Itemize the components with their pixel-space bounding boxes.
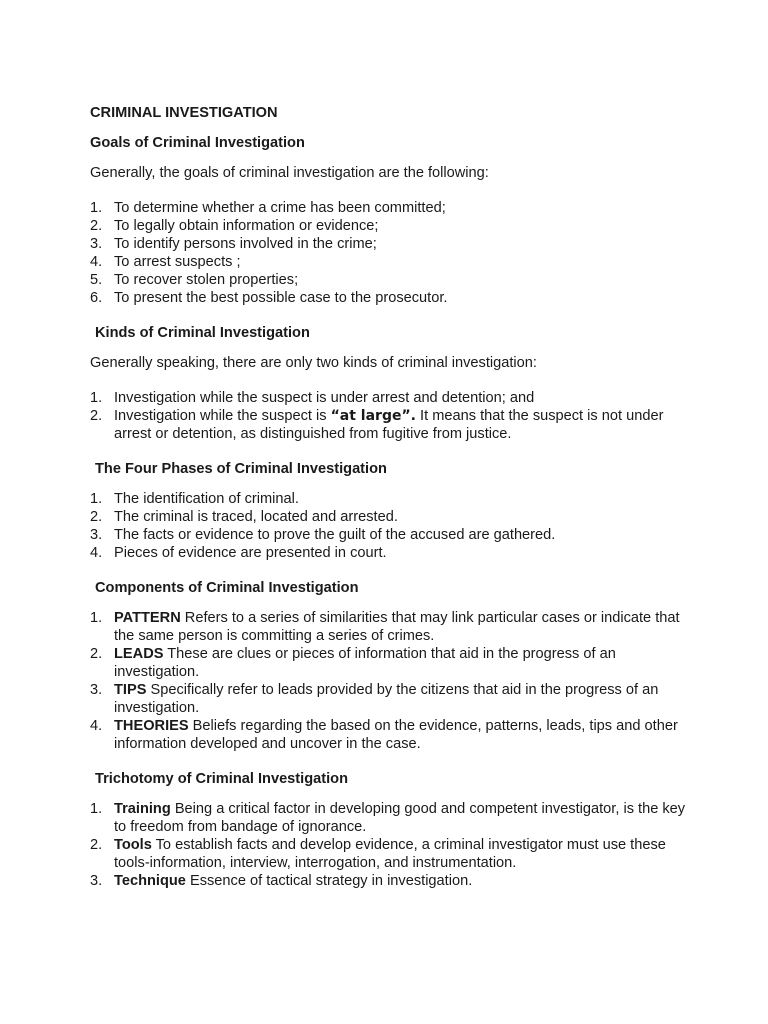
- list-item: [90, 199, 690, 217]
- kinds-list: [90, 389, 690, 443]
- list-number: 2.: [90, 509, 103, 525]
- list-number: 1.: [90, 491, 103, 507]
- list-text: Pieces of evidence are presented in court.: [114, 545, 387, 561]
- kinds-heading: Kinds of Criminal Investigation: [95, 325, 310, 341]
- phases-heading: The Four Phases of Criminal Investigation: [95, 461, 387, 477]
- list-number: 2.: [90, 218, 103, 234]
- list-text: These are clues or pieces of information that aid in the progress of an investigation.: [114, 646, 616, 680]
- list-number: 1.: [90, 200, 103, 216]
- list-text: Beliefs regarding the based on the evidence, patterns, leads, tips and other information developed and uncover in the case.: [114, 718, 678, 752]
- list-text: To present the best possible case to the prosecutor.: [114, 290, 448, 306]
- list-text: The facts or evidence to prove the guilt of the accused are gathered.: [114, 527, 556, 543]
- trichotomy-list: [90, 800, 690, 890]
- term-label: Tools: [114, 837, 152, 853]
- list-number: 2.: [90, 837, 103, 853]
- list-text: To determine whether a crime has been committed;: [114, 200, 446, 216]
- list-number: 1.: [90, 801, 103, 817]
- list-number: 3.: [90, 682, 103, 698]
- goals-list: [90, 199, 690, 307]
- list-item: [90, 389, 690, 407]
- list-text: To recover stolen properties;: [114, 272, 299, 288]
- list-item: [90, 717, 690, 753]
- list-text: To identify persons involved in the crime;: [114, 236, 377, 252]
- list-item: [90, 872, 690, 890]
- list-number: 4.: [90, 718, 103, 734]
- list-number: 3.: [90, 873, 103, 889]
- list-item: [90, 508, 690, 526]
- list-item: [90, 609, 690, 645]
- kinds-intro: Generally speaking, there are only two kinds of criminal investigation:: [90, 355, 537, 371]
- components-list: [90, 609, 690, 753]
- list-item: [90, 645, 690, 681]
- list-text: The criminal is traced, located and arrested.: [114, 509, 398, 525]
- list-number: 2.: [90, 408, 103, 424]
- term-label: LEADS: [114, 646, 164, 662]
- list-item: [90, 544, 690, 562]
- phases-list: [90, 490, 690, 562]
- list-text: To establish facts and develop evidence, a criminal investigator must use these tools-information, interview, interrogation, and instrumentation.: [114, 837, 666, 871]
- goals-intro: Generally, the goals of criminal investigation are the following:: [90, 165, 489, 181]
- list-number: 2.: [90, 646, 103, 662]
- list-text: Investigation while the suspect is under arrest and detention; and: [114, 390, 535, 406]
- list-number: 6.: [90, 290, 103, 306]
- list-item: [90, 526, 690, 544]
- list-item: [90, 253, 690, 271]
- term-label: Technique: [114, 873, 186, 889]
- list-item: [90, 490, 690, 508]
- list-number: 4.: [90, 545, 103, 561]
- list-text: It means that the suspect is not under arrest or detention, as distinguished from fugitive from justice.: [114, 408, 664, 442]
- list-item: [90, 217, 690, 235]
- list-item: [90, 271, 690, 289]
- list-number: 1.: [90, 390, 103, 406]
- list-item: [90, 681, 690, 717]
- list-text: Investigation while the suspect is: [114, 408, 331, 424]
- components-heading: Components of Criminal Investigation: [95, 580, 359, 596]
- list-text: Essence of tactical strategy in investigation.: [185, 873, 473, 889]
- term-label: PATTERN: [114, 610, 181, 626]
- list-item: [90, 407, 690, 443]
- list-number: 5.: [90, 272, 103, 288]
- goals-heading: Goals of Criminal Investigation: [90, 135, 305, 151]
- trichotomy-heading: Trichotomy of Criminal Investigation: [95, 771, 348, 787]
- list-text: The identification of criminal.: [114, 491, 299, 507]
- document-title: CRIMINAL INVESTIGATION: [90, 105, 278, 121]
- list-item: [90, 800, 690, 836]
- list-text: Refers to a series of similarities that may link particular cases or indicate that the same person is committing a series of crimes.: [114, 610, 680, 644]
- document-page: [90, 104, 690, 907]
- list-number: 1.: [90, 610, 103, 626]
- list-text: Specifically refer to leads provided by the citizens that aid in the progress of an investigation.: [114, 682, 659, 716]
- list-text: Being a critical factor in developing good and competent investigator, is the key to freedom from bandage of ignorance.: [114, 801, 686, 835]
- term-label: Training: [114, 801, 171, 817]
- list-item: [90, 289, 690, 307]
- emphasis-text: “at large”.: [330, 408, 416, 424]
- list-item: [90, 836, 690, 872]
- list-item: [90, 235, 690, 253]
- term-label: TIPS: [114, 682, 147, 698]
- list-text: To arrest suspects ;: [114, 254, 241, 270]
- list-number: 4.: [90, 254, 103, 270]
- list-number: 3.: [90, 527, 103, 543]
- list-text: To legally obtain information or evidence;: [114, 218, 379, 234]
- list-number: 3.: [90, 236, 103, 252]
- term-label: THEORIES: [114, 718, 189, 734]
